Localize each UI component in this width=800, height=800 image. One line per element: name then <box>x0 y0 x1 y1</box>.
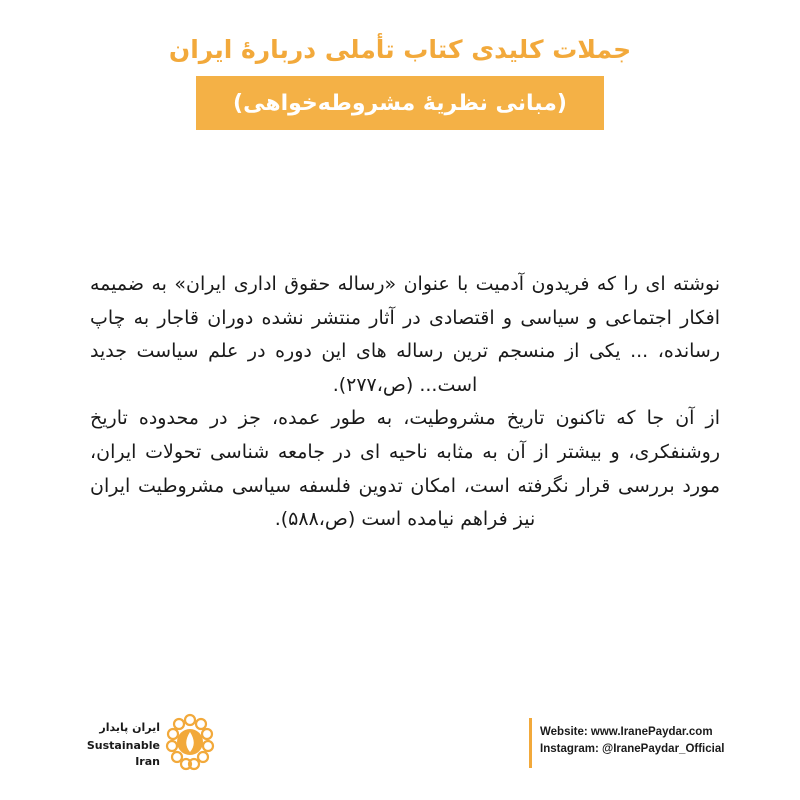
contact-info <box>540 724 790 758</box>
footer-divider <box>529 718 532 768</box>
flower-emblem-icon <box>164 712 216 772</box>
logo-name-fa: ایران پایدار <box>99 721 160 734</box>
quote-body <box>90 268 720 537</box>
page-title: جملات کلیدی کتاب تأملی دربارهٔ ایران <box>168 35 632 64</box>
instagram-link[interactable]: Instagram: @IranePaydar_Official <box>540 743 725 755</box>
page-subtitle: (مبانی نظریهٔ مشروطه‌خواهی) <box>233 90 567 116</box>
subtitle-banner <box>196 76 604 130</box>
quote-paragraph-2: از آن جا که تاکنون تاریخ مشروطیت، به طور عمده، جز در محدوده تاریخ روشنفکری، و بیشتر از آن به مثابه ناحیه ای در جامعه شناسی تحولات ایران، مورد بررسی قرار نگرفته است، امکان تدوین فلسفه سیاسی مشروطیت ایران نیز فراهم نیامده است (ص،۵۸۸). <box>90 407 720 531</box>
logo-text <box>72 718 160 770</box>
brand-logo <box>72 712 214 772</box>
quote-paragraph-1: نوشته ای را که فریدون آدمیت با عنوان «رساله حقوق اداری ایران» به ضمیمه افکار اجتماعی و سیاسی و اقتصادی در آثار منتشر نشده دوران قاجار به چاپ رسانده، ... یکی از منسجم ترین رساله های این دوره در علم سیاست جدید است... (ص،۲۷۷). <box>90 273 720 396</box>
website-link[interactable]: Website: www.IranePaydar.com <box>540 726 713 738</box>
logo-name-en: Sustainable Iran <box>86 739 160 768</box>
